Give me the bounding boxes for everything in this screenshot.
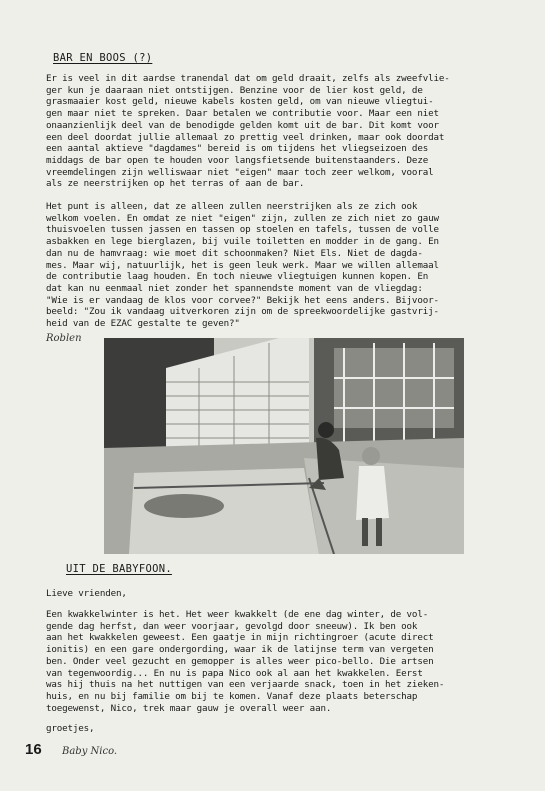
page-number: 16 [25, 741, 42, 758]
section-heading-uit-de-babyfoon: UIT DE BABYFOON. [66, 563, 172, 575]
article-author: Roblen [46, 333, 82, 344]
letter-salutation: Lieve vrienden, [46, 588, 127, 599]
article-paragraph-1: Er is veel in dit aardse tranendal dat om geld draait, zelfs als zweefvlie- ger kun je daaraan niet ontstijgen. Benzine voor de lier kost geld, de grasmaaier kost geld, nieuwe kabels kosten geld, om van nieuwe vliegtui- gen maar niet te spreken. Daar betalen we contributie voor. Maar een niet onaanzienlijk deel van de benodigde gelden komt uit de bar. Dit komt voor een deel doordat jullie allemaal zo prettig veel drinken, maar ook doordat een aantal aktieve "dagdames" bereid is om tijdens het vliegseizoen des middags de bar open te houden voor langsfietsende buitenstaanders. Deze vreemdelingen zijn welliswaar niet "eigen" maar toch zeer welkom, vooral als ze neerstrijken op het terras of aan de bar. [46, 73, 450, 190]
letter-closing: groetjes, [46, 723, 95, 734]
article-paragraph-2: Het punt is alleen, dat ze alleen zullen neerstrijken als ze zich ook welkom voelen. En omdat ze niet "eigen" zijn, zullen ze zich niet zo gauw thuisvoelen tussen jassen en tassen op stoelen en tafels, tussen de volle asbakken en lege bierglazen, bij vuile toiletten en modder in de gang. En dan nu de hamvraag: wie moet dit schoonmaken? Niet Els. Niet de dagda- mes. Maar wij, natuurlijk, het is geen leuk werk. Maar we willen allemaal de contributie laag houden. En toch nieuwe vliegtuigen kunnen kopen. En dat kan nu eenmaal niet zonder het spannendste moment van de vliegdag: "Wie is er vandaag de klos voor corvee?" Bekijk het eens anders. Bijvoor- beeld: "Zou ik vandaag uitverkoren zijn om de spreekwoordelijke gastvrij- heid van de EZAC gestalte te geven?" [46, 201, 439, 330]
letter-signature: Baby Nico. [62, 746, 118, 757]
construction-photo [104, 338, 464, 554]
letter-paragraph: Een kwakkelwinter is het. Het weer kwakkelt (de ene dag winter, de vol- gende dag herfst, dan weer voorjaar, gevolgd door sneeuw). Ik ben ook aan het kwakkelen geweest. Een gaatje in mijn richtingroer (acute direct ionitis) en een gare ondergording, waar ik de latijnse term van vergeten ben. Onder veel gezucht en gemopper is alles weer pico-bello. Die artsen van tegenwoordig... En nu is papa Nico ook al aan het kwakkelen. Eerst was hij thuis na het nuttigen van een verjaarde snack, toen in het zieken- huis, en nu bij familie om bij te komen. Vanaf deze plaats beterschap toegewenst, Nico, trek maar gauw je overall weer aan. [46, 609, 445, 714]
section-heading-bar-en-boos: BAR EN BOOS (?) [53, 52, 153, 64]
